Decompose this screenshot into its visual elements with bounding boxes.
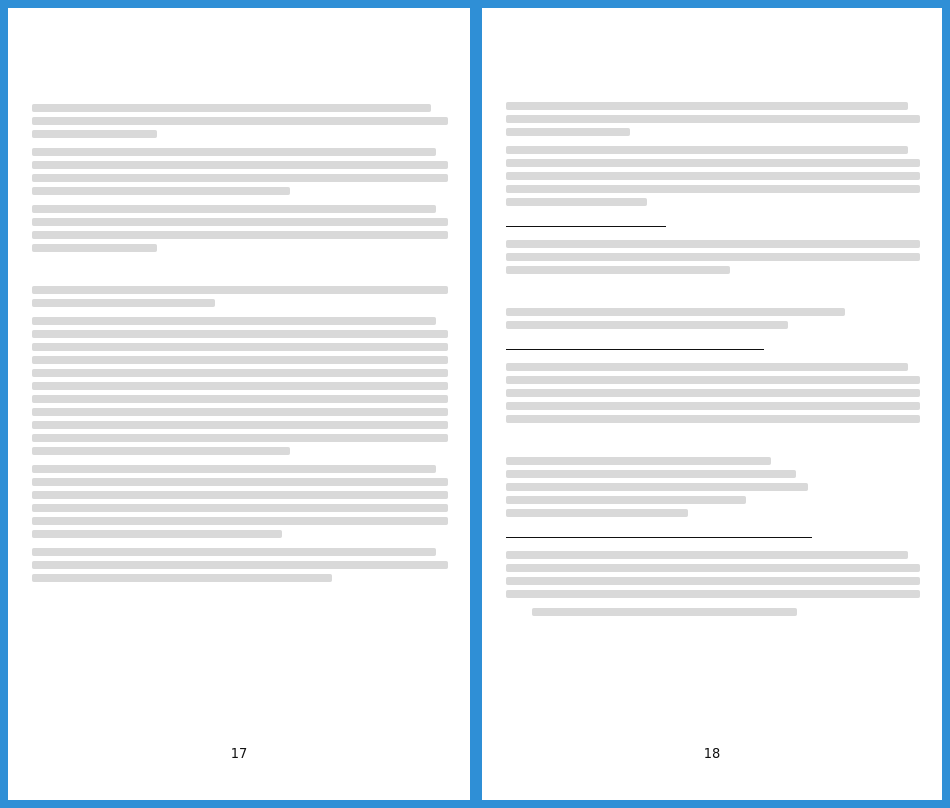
page-18 bbox=[482, 8, 942, 800]
text-placeholder bbox=[506, 363, 920, 423]
text-placeholder bbox=[506, 284, 742, 294]
text-placeholder bbox=[506, 78, 776, 88]
text-placeholder bbox=[506, 551, 920, 598]
text-placeholder bbox=[506, 339, 764, 349]
text-placeholder bbox=[32, 317, 448, 455]
text-placeholder bbox=[32, 548, 448, 582]
text-placeholder bbox=[506, 216, 666, 226]
text-placeholder bbox=[506, 308, 920, 329]
page-number: 17 bbox=[230, 747, 248, 762]
text-placeholder bbox=[506, 608, 920, 616]
text-placeholder bbox=[32, 104, 448, 138]
text-placeholder bbox=[32, 286, 448, 307]
text-placeholder bbox=[506, 527, 812, 537]
text-placeholder bbox=[32, 205, 448, 252]
text-placeholder bbox=[32, 148, 448, 195]
text-placeholder bbox=[506, 240, 920, 274]
text-placeholder bbox=[506, 433, 706, 443]
text-placeholder bbox=[506, 102, 920, 136]
text-placeholder bbox=[32, 465, 448, 538]
page-number: 18 bbox=[703, 747, 721, 762]
text-placeholder bbox=[506, 146, 920, 206]
page-17 bbox=[8, 8, 470, 800]
text-placeholder bbox=[32, 80, 152, 90]
text-placeholder bbox=[32, 262, 292, 272]
text-placeholder bbox=[506, 457, 920, 517]
